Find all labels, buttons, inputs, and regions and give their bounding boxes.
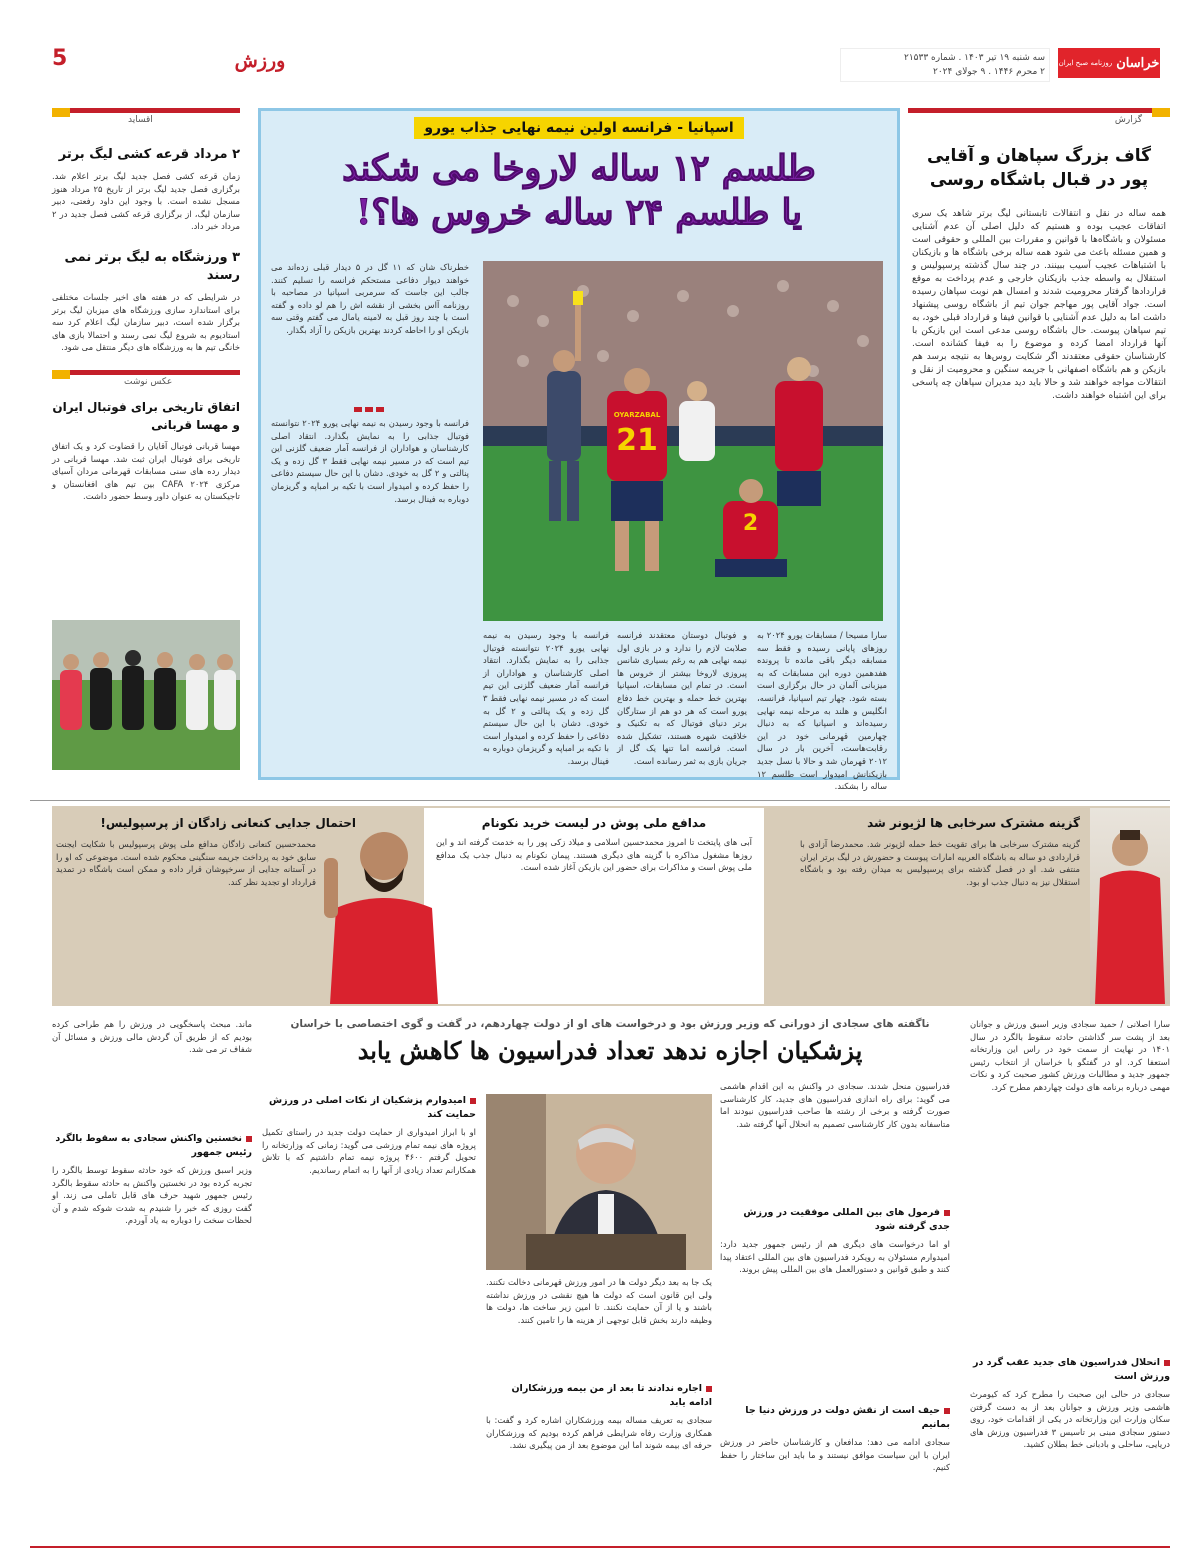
- bottom-col-1-text: سارا اصلانی / حمید سجادی وزیر اسبق ورزش و جوانان بعد از پشت سر گذاشتن حادثه سقوط بالگرد در سال ۱۴۰۱ در نهایت از سمت خود در راس این وزارتخانه استعفا کرد. او در گفتگو با خراسان از انتخاب رئیس جمهور جدید و مطالبات ورزش کشور صحبت کرد و نکات مهمی درباره برنامه های دولت چهاردهم مطرح کرد.: [970, 1019, 1170, 1092]
- referees-photo-art: [52, 620, 240, 770]
- feature-col-c: خطرناک شان که ۱۱ گل در ۵ دیدار قبلی زده‌اند می خواهند دیوار دفاعی مستحکم فرانسه را تسلیم کنند. جالب این جاست که سرمربی اسپانیا در مصاحبه با روزنامه آاس بخشی از نقشه اش را هم لو داده و گفته است با چند روز قبل به لامینه یامال می گفتم وقتی سه بازیکن او را احاطه کردند بهترین بازیکن را آزاد بگذار.: [271, 262, 469, 335]
- column-header: [908, 108, 1170, 124]
- column-tag: گزارش: [1114, 115, 1142, 125]
- bottom-col-1b-text: سجادی در حالی این صحبت را مطرح کرد که کیومرث هاشمی وزیر ورزش و جوانان بعد از به دست گرفتن سکان وزارت این وزارتخانه در یکی از اقدامات خود، روی دستور سجادی مبنی بر تاسیس ۳ فدراسیون ورزش های دریایی، ساحلی و بادبانی خط بطلان کشید.: [970, 1389, 1170, 1450]
- left-corner-1: [52, 108, 70, 117]
- photo-news-title: اتفاق تاریخی برای فوتبال ایران و مهسا قربانی: [52, 399, 240, 432]
- story-1-player-photo: [1090, 808, 1170, 1004]
- left-header-1: [52, 108, 240, 124]
- bottom-title: پزشکیان اجازه ندهد تعداد فدراسیون ها کاهش یابد: [357, 1036, 863, 1065]
- left-corner-2: [52, 370, 70, 379]
- feature-col-b: و فوتبال دوستان معتقدند فرانسه صلابت لازم را ندارد و در بازی اول نیمه نهایی هم به رغم بسیاری شانس پیروزی لاروخا بیشتر از خروس ها است. در تمام این مسابقات، اسپانیا بهترین خط حمله و بهترین خط دفاع یورو است که هر دو هم از ستارگان برتر دنیای فوتبال که به تکنیک و خلاقیت شهره هستند، تشکیل شده است. فرانسه اما تنها یک گل از جریان بازی به ثمر رسانده است.: [617, 630, 747, 766]
- brand-sub: روزنامه صبح ایران: [1058, 59, 1113, 67]
- story-3-player-art: [316, 818, 446, 1004]
- match-photo: [483, 261, 883, 621]
- news2-title: ۳ ورزشگاه به لیگ برتر نمی رسند: [64, 249, 240, 283]
- news1-body: زمان قرعه کشی فصل جدید لیگ برتر اعلام شد. برگزاری فصل جدید لیگ برتر از تاریخ ۲۵ مرداد هنوز مسجل نشده است. با وجود این داود رفعتی، دبیر سازمان لیگ، از برگزاری قرعه کشی فصل جدید در ۲ مرداد خبر داد.: [52, 171, 240, 232]
- issue-line-2: ۲ محرم ۱۴۴۶ . ۹ جولای ۲۰۲۴: [933, 67, 1045, 77]
- bottom-kicker: ناگفته های سجادی از دورانی که وزیر ورزش بود و درخواست های او از دولت چهاردهم، در گفت و گوی اختصاصی با خراسان: [290, 1018, 930, 1030]
- left-column: [52, 108, 240, 780]
- story-1-title: گزینه مشترک سرخابی ها لژیونر شد: [867, 816, 1080, 830]
- minister-photo-art: [486, 1094, 712, 1270]
- bottom-sub-5-text: امیدوارم پزشکیان از نکات اصلی در ورزش حمایت کند: [269, 1095, 476, 1120]
- photo-news-body: مهسا قربانی فوتبال آقایان را قضاوت کرد و یک اتفاق تاریخی برای فوتبال ایران ثبت شد. مهسا قربانی در دیدار رده های سنی مسابقات قهرمانی مردان آسیای مرکزی CAFA ۲۰۲۴ بین تیم های افغانستان و تاجیکستان به عنوان داور وسط حضور داشت.: [52, 440, 241, 502]
- bottom-col-2c-text: سجادی ادامه می دهد: مدافعان و کارشناسان حاضر در ورزش ایران با این سیاست موافق نیستند و ما باید این ساختار را حفظ کنیم.: [720, 1437, 950, 1473]
- jersey-number: 21: [616, 423, 658, 458]
- feature-box: [258, 108, 900, 792]
- feature-col-b2: فرانسه با وجود رسیدن به نیمه نهایی یورو ۲۰۲۴ نتوانسته فوتبال جذابی را به نمایش بگذارد. انتقاد اصلی کارشناسان و هواداران از فرانسه آمار ضعیف گلزنی این تیم است که در مسیر نیمه نهایی فقط ۳ گل زده و یک پنالتی و ۲ گل به خودی. دشان با این حال سیستم دفاعی را حفظ کرده و امیدوار است با تکیه بر امباپه و گریزمان دوباره به فینال برسد.: [483, 630, 609, 766]
- bottom-sub-1: [970, 1356, 1170, 1384]
- brand-name: خراسان: [1116, 55, 1160, 71]
- bullet-icon: [1164, 1360, 1170, 1366]
- story-2-title: مدافع ملی پوش در لیست خرید نکونام: [481, 816, 707, 830]
- left-tag-1: اقساید: [128, 115, 153, 125]
- section-separator: [30, 800, 1170, 801]
- feature-ribbon: اسپانیا - فرانسه اولین نیمه نهایی جذاب یورو: [414, 117, 743, 139]
- bottom-sub-6-text: نخستین واکنش سجادی به سقوط بالگرد رئیس جمهور: [55, 1133, 252, 1158]
- story-3-body: محمدحسین کنعانی زادگان مدافع ملی پوش پرسپولیس با شکایت ایجنت سابق خود به پرداخت جریمه سنگینی محکوم شده است. موضوعی که او را در آستانه جدایی از سرخپوشان قرار داده و ممکن است باشگاه در تمدید قرارداد او تجدید نظر کند.: [56, 839, 316, 887]
- story-1-body: گزینه مشترک سرخابی ها برای تقویت خط حمله لژیونر شد. محمدرضا آزادی با قراردادی دو ساله به باشگاه العربیه امارات پیوست و حضورش در لیگ برتر ایران منتفی شد. او در فصل گذشته برای پرسپولیس به میدان رفته بود و باشگاه استقلال نیز به دنبال جذب او بود.: [800, 839, 1080, 887]
- bottom-col-2b-text: او اما درخواست های دیگری هم از رئیس جمهور جدید دارد: امیدوارم مسئولان به رویکرد فدراسیون های بین المللی اعتقاد پیدا کنند و طبق قوانین و دستورالعمل های بین المللی پیش بروند.: [720, 1239, 950, 1275]
- jersey-number-2: 2: [742, 511, 759, 536]
- bottom-sub-4: [486, 1382, 712, 1410]
- news2-body: در شرایطی که در هفته های اخیر جلسات مختلفی برای استاندارد سازی ورزشگاه های میزبان لیگ برتر برگزار شده است، دبیر سازمان لیگ اعلام کرد سه استادیوم به شروع لیگ نمی رسند و احتمالا بازی های خانگی تیم ها به ورزشگاه های دیگر منتقل می شود.: [52, 291, 240, 353]
- bottom-sub-4-text: اجاره ندادند تا بعد از من بیمه ورزشکاران ادامه یابد: [511, 1383, 712, 1408]
- bullet-icon: [246, 1136, 252, 1142]
- feature-ribbon-wrap: [261, 117, 897, 139]
- feature-title-2: یا طلسم ۲۴ ساله خروس ها؟!: [356, 192, 802, 233]
- bottom-col-5-text: ماند. مبحث پاسخگویی در ورزش را هم طراحی کرده بودیم که از طریق آن گردش مالی ورزش و مسائل آن شفاف تر می شد.: [52, 1019, 252, 1055]
- right-column: [908, 108, 1170, 780]
- feature-col-a: سارا مسیحا / مسابقات یورو ۲۰۲۴ به روزهای پایانی رسیده و فقط سه مسابقه دیگر باقی مانده تا پرونده هفدهمین دوره این مسابقات که به میزبانی آلمان در حال برگزاری است بسته شود. چهار تیم اسپانیا، فرانسه، انگلیس و هلند به مرحله نیمه نهایی رسیده‌اند و اسپانیا که به دنبال چهارمین قهرمانی خود در این رقابت‌هاست، آخرین بار در سال ۲۰۱۲ قهرمان شد و حالا با نسل جدید بازیکنانش امیدوار است طلسم ۱۲ ساله را بشکند.: [757, 630, 888, 792]
- bullet-icon: [944, 1210, 950, 1216]
- bottom-sub-6: [52, 1132, 252, 1160]
- bottom-col-4-text: او با ابراز امیدواری از حمایت دولت جدید در راستای تکمیل پروژه های نیمه تمام ورزشی می گوید: زمانی که وزارتخانه را تحویل گرفتم ۴۶۰۰ پروژه نیمه تمام داشتیم که با تلاش همکارانم تعداد زیادی از آنها را به اتمام رساندیم.: [262, 1127, 476, 1175]
- left-tag-2: عکس نوشت: [124, 376, 173, 387]
- story-2: [424, 808, 764, 1004]
- page-bottom-rule: [30, 1546, 1170, 1548]
- bottom-col-5b-text: وزیر اسبق ورزش که خود حادثه سقوط توسط بالگرد را تجربه کرده بود در نخستین واکنش به حادثه سقوط بالگرد رئیس جمهور شهید حرف های قابل تاملی می زند. او گفت روزی که خبر را شنیدم به شدت شوکه شدم و آن لحظات سخت را دوباره به یاد آوردم.: [52, 1165, 252, 1226]
- page-number: 5: [52, 46, 68, 71]
- bottom-sub-2-text: فرمول های بین المللی موفقیت در ورزش جدی گرفته شود: [743, 1207, 950, 1232]
- story-3-player-photo: [316, 818, 446, 1004]
- bottom-sub-1-text: انحلال فدراسیون های جدید عقب گرد در ورزش است: [973, 1357, 1170, 1382]
- bottom-col-3b-text: سجادی به تعریف مساله بیمه ورزشکاران اشاره کرد و گفت: با همکاری وزارت رفاه شرایطی فراهم کرده بودیم که ورزشکاران حرفه ای بیمه شوند اما این موضوع بعد از من پیگیری نشد.: [486, 1415, 712, 1451]
- section-title: ورزش: [234, 50, 286, 72]
- referees-photo: [52, 620, 240, 770]
- bottom-sub-3: [720, 1404, 950, 1432]
- bottom-col-4: [262, 1094, 476, 1534]
- story-3-title: احتمال جدایی کنعانی زادگان از پرسپولیس!: [100, 816, 356, 830]
- column-corner: [1152, 108, 1170, 117]
- jersey-name: OYARZABAL: [613, 411, 661, 419]
- feature-divider-squares: [349, 407, 389, 412]
- match-photo-art: [483, 261, 883, 621]
- bottom-col-5: [52, 1018, 252, 1538]
- issue-line-1: سه شنبه ۱۹ تیر ۱۴۰۳ . شماره ۲۱۵۳۳: [904, 53, 1045, 63]
- bottom-col-3-text: یک جا به بعد دیگر دولت ها در امور ورزش قهرمانی دخالت نکنند. ولی این قانون است که دولت ها هیچ نقشی در ورزش نداشته باشند و یا از آن حمایت نکنند. تا امین زیر ساخت ها، دولت ها وظیفه دارند بخش قابل توجهی از هزینه ها را تامین کنند.: [486, 1277, 712, 1325]
- bottom-col-1: [970, 1018, 1170, 1538]
- bottom-col-2: [720, 1080, 950, 1540]
- issue-info: [840, 48, 1050, 82]
- news1-title: ۲ مرداد قرعه کشی لیگ برتر: [58, 147, 240, 162]
- left-header-2: [52, 370, 240, 386]
- bullet-icon: [944, 1408, 950, 1414]
- bottom-sub-3-text: حیف است از نقش دولت در ورزش دنیا جا بمانیم: [745, 1405, 950, 1430]
- story-2-body: آبی های پایتخت تا امروز محمدحسین اسلامی و میلاد زکی پور را به خدمت گرفته اند و این روزها مشغول مذاکره با گزینه های دیگری هستند. پیمان نکونام به دنبال جذب یک مدافع ملی پوش است و مذاکرات برای حضور این بازیکن آغاز شده است.: [436, 837, 752, 873]
- article-title: گاف بزرگ سپاهان و آقایی پور در قبال باشگاه روسی: [926, 146, 1152, 190]
- article-body: همه ساله در نقل و انتقالات تابستانی لیگ برتر شاهد یک سری اتفاقات عجیب بوده و هستیم که دلیل اصلی آن عدم آشنایی مسئولان و باشگاه‌ها با قوانین و مقررات بین المللی و حقوقی است و همین مسئله باعث می شود همه ساله برخی باشگاه ها و بازیکنان با اشتباهات عجیب آسیب ببینند. در چند سال گذشته پرسپولیس و استقلال به واسطه جذب بازیکنان خارجی و عدم پرداخت به موقع قراردادها گرفتار محرومیت شدند و امسال هم نوبت سپاهان رسیده است. جواد آقایی پور مهاجم جوان تیم از باشگاه روسی پیشنهاد داشت اما به دلیل عدم آشنایی با قوانین فیفا و قرارداد قبلی خود، به تیم سپاهان پیوست. حال باشگاه روسی مدعی است این بازیکن با آنها قرارداد امضا کرده و موضوع را به فیفا کشانده است. کارشناسان حقوقی معتقدند اگر شکایت روس‌ها به نتیجه برسد هم بازیکن و هم باشگاه اصفهانی با جریمه سنگین و محرومیت از نقل و انتقالات مواجه خواهند شد و حالا باید دید مدیران سپاهان چه پاسخی برای این اشتباه خواهند داشت.: [912, 209, 1166, 401]
- bottom-sub-5: [262, 1094, 476, 1122]
- feature-title-1: طلسم ۱۲ ساله لاروخا می شکند: [342, 148, 816, 189]
- bullet-icon: [470, 1098, 476, 1104]
- story-1: [790, 808, 1170, 1004]
- bottom-sub-2: [720, 1206, 950, 1234]
- masthead: [1058, 48, 1160, 78]
- bullet-icon: [706, 1386, 712, 1392]
- feature-col-d: فرانسه با وجود رسیدن به نیمه نهایی یورو ۲۰۲۴ نتوانسته فوتبال جذابی را به نمایش بگذارد. انتقاد اصلی کارشناسان و هواداران از فرانسه آمار ضعیف گلزنی این تیم است که در مسیر نیمه نهایی فقط ۳ گل زده و یک پنالتی و ۲ گل به خودی. دشان با این حال سیستم دفاعی را حفظ کرده و امیدوار است با تکیه بر امباپه و گریزمان دوباره به فینال برسد.: [271, 418, 469, 504]
- bottom-col-2-text: فدراسیون منحل شدند. سجادی در واکنش به این اقدام هاشمی می گوید: برای راه اندازی فدراسیون های جدید، کار کارشناسی صورت گرفته و برخی از رشته ها صاحب فدراسیون نبودند اما متاسفانه بدون کار کارشناسی تصمیم به انحلال آنها گرفته شد.: [720, 1081, 950, 1129]
- story-1-player-art: [1090, 808, 1170, 1004]
- minister-photo: [486, 1094, 712, 1270]
- bottom-col-3: [486, 1276, 712, 1536]
